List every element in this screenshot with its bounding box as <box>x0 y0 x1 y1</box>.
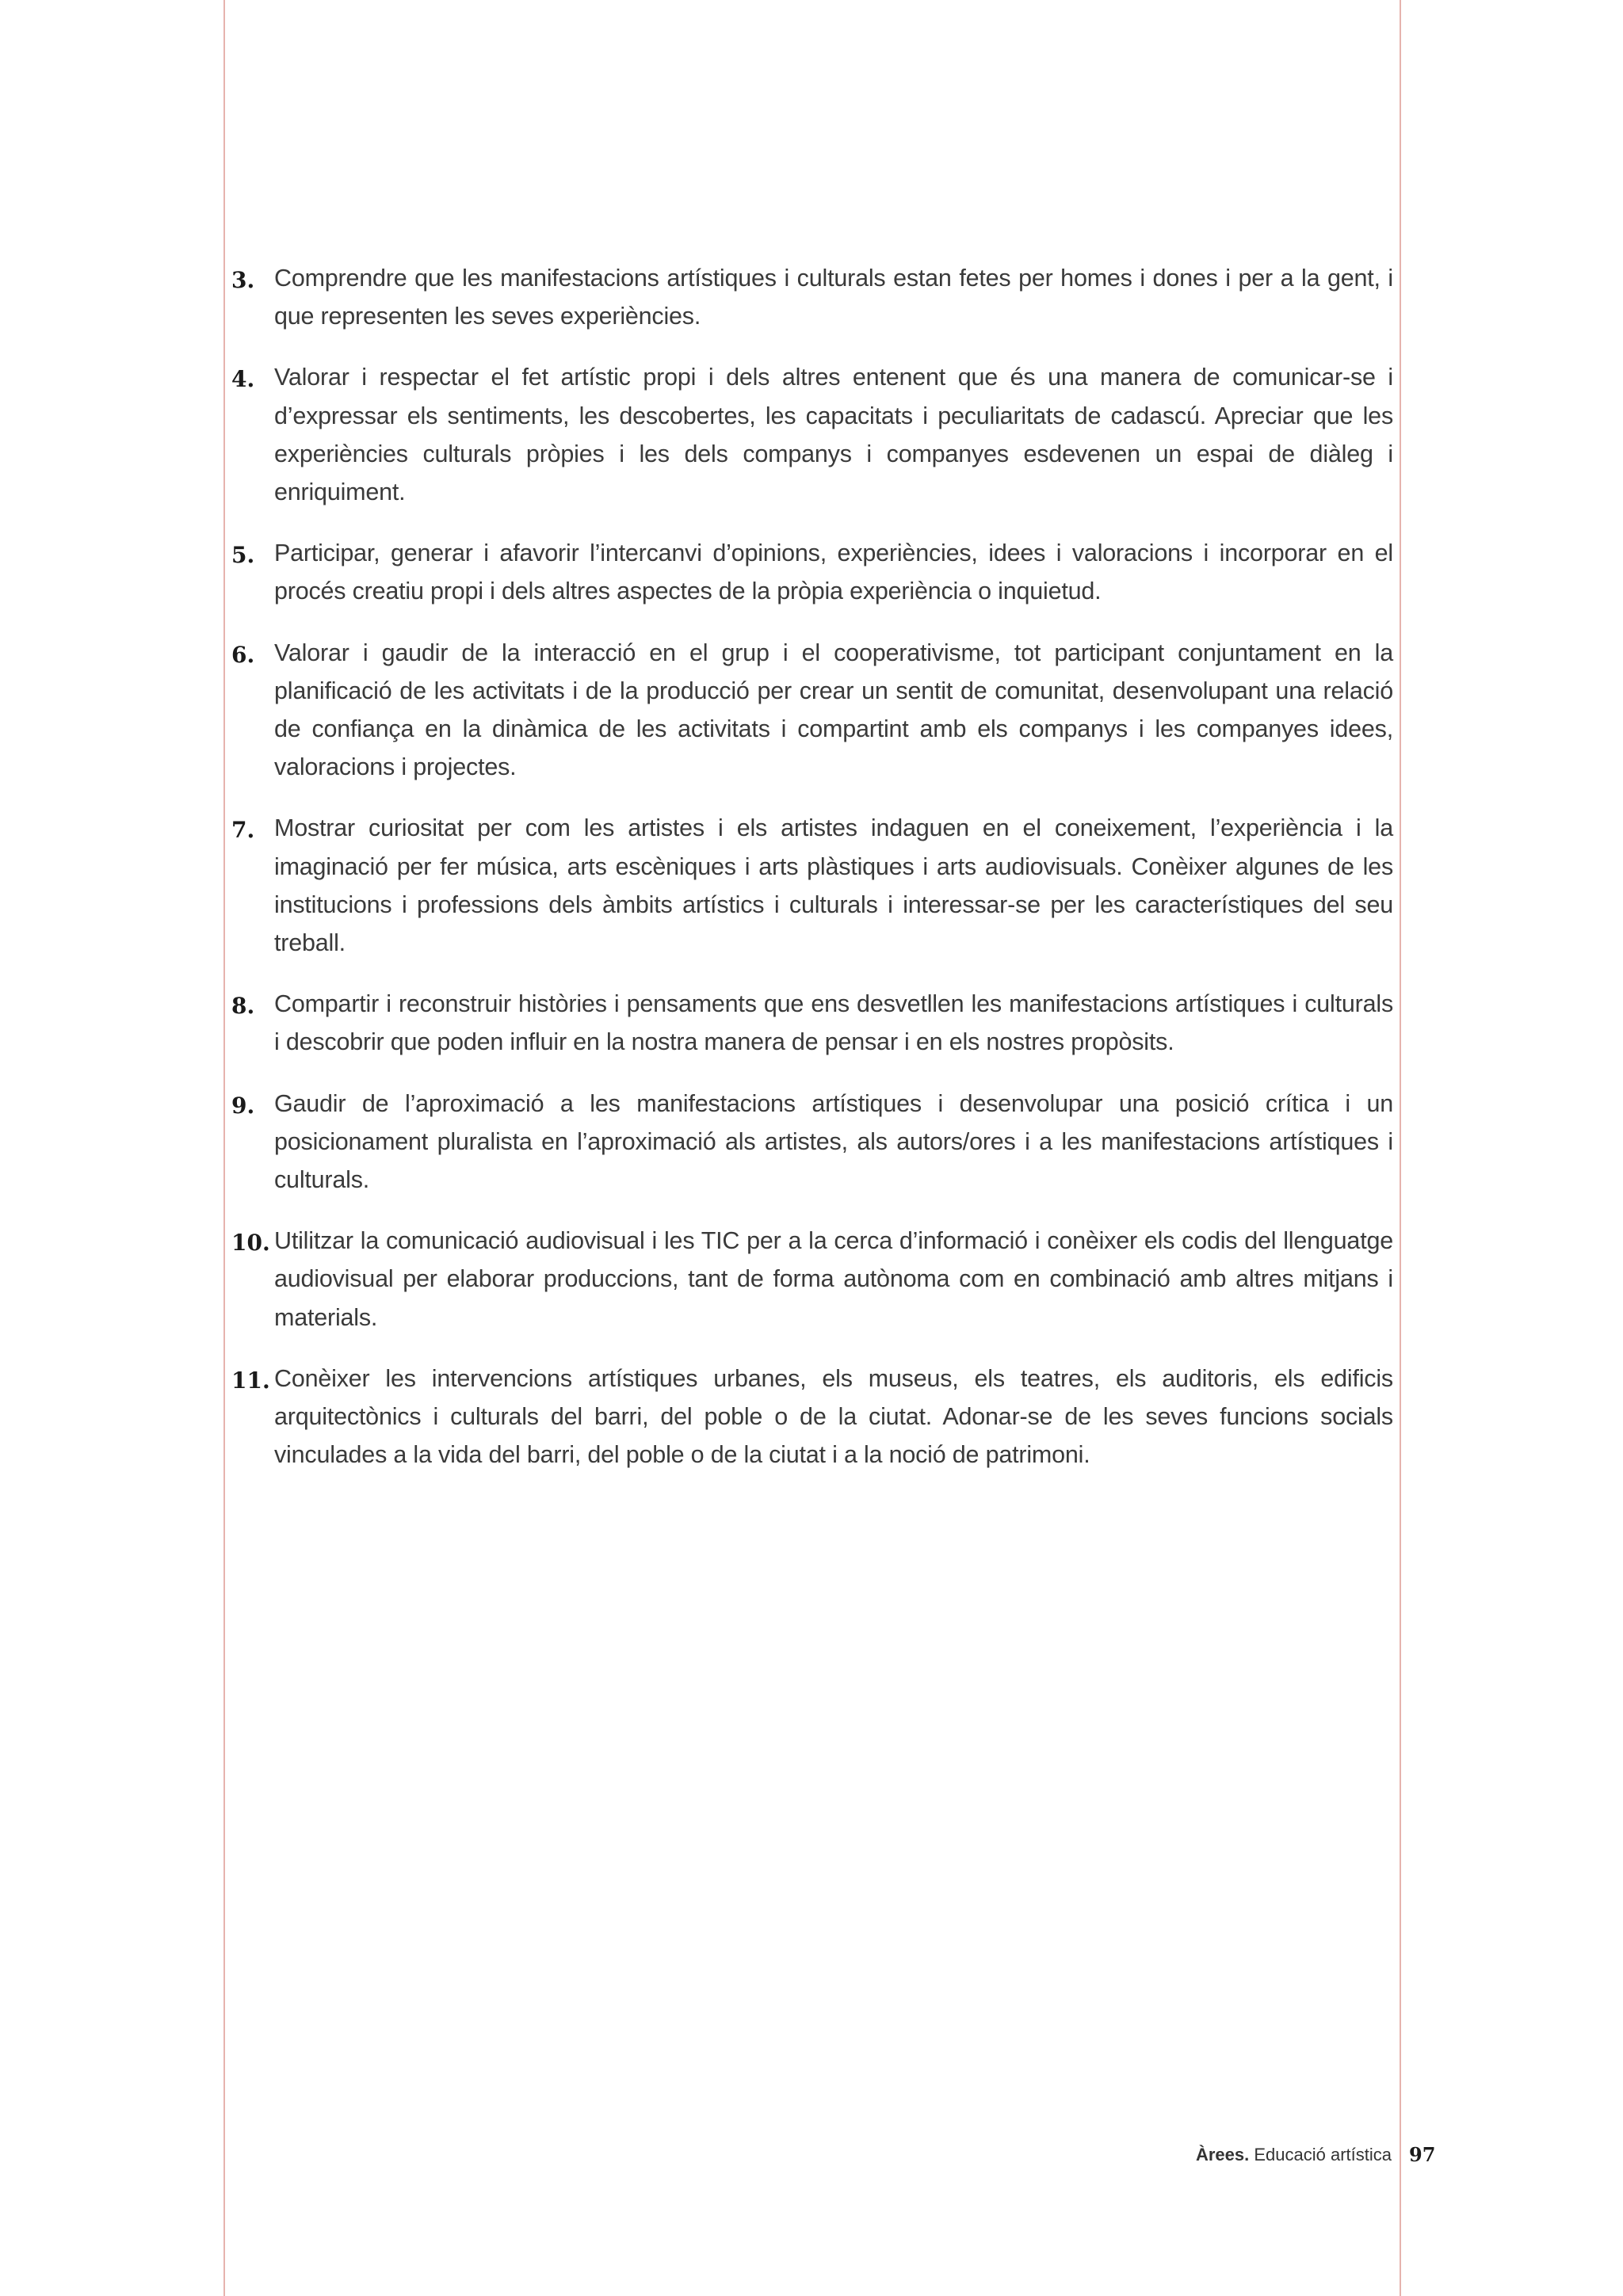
objective-item <box>231 634 1393 787</box>
objective-number: 8. <box>231 993 255 1020</box>
objective-number: 5. <box>231 542 255 569</box>
objective-item <box>231 1085 1393 1199</box>
objective-number: 3. <box>231 267 255 293</box>
objective-text: Utilitzar la comunicació audiovisual i les TIC per a la cerca d’informació i conèixer els codis del llenguatge audiovisual per elaborar produccions, tant de forma autònoma com en combinació amb altres mitjans i materials. <box>274 1227 1393 1331</box>
objective-text: Conèixer les intervencions artístiques urbanes, els museus, els teatres, els auditoris, els edificis arquitectònics i culturals del barri, del poble o de la ciutat. Adonar-se de les seves funcions socials vinculades a la vida del barri, del poble o de la ciutat i a la noció de patrimoni. <box>274 1364 1393 1469</box>
objective-text: Valorar i gaudir de la interacció en el grup i el cooperativisme, tot participant conjuntament en la planificació de les activitats i de la producció per crear un sentit de comunitat, desenvolupant una relació de confiança en la dinàmica de les activitats i compartint amb els companys i les companyes idees, valoracions i projectes. <box>274 639 1393 781</box>
objectives-list <box>231 259 1393 1497</box>
objective-text: Valorar i respectar el fet artístic propi i dels altres entenent que és una manera de comunicar-se i d’expressar els sentiments, les descobertes, les capacitats i peculiaritats de cadascú. Apreciar que les experiències culturals pròpies i les dels companys i companyes esdevenen un espai de diàleg i enriquiment. <box>274 364 1393 506</box>
objective-number: 7. <box>231 817 255 844</box>
objective-number: 4. <box>231 366 255 393</box>
objective-text: Compartir i reconstruir històries i pensaments que ens desvetllen les manifestacions artístiques i culturals i descobrir que poden influir en la nostra manera de pensar i en els nostres propòsits. <box>274 990 1393 1056</box>
page-number: 97 <box>1409 2143 1436 2166</box>
objective-text: Mostrar curiositat per com les artistes i els artistes indaguen en el coneixement, l’experiència i la imaginació per fer música, arts escèniques i arts plàstiques i arts audiovisuals. Conèixer algunes de les institucions i professions dels àmbits artístics i culturals i interessar-se per les característiques del seu treball. <box>274 814 1393 957</box>
objective-text: Participar, generar i afavorir l’intercanvi d’opinions, experiències, idees i valoracions i incorporar en el procés creatiu propi i dels altres aspectes de la pròpia experiència o inquietud. <box>274 540 1393 605</box>
footer-subject-label: Educació artística <box>1254 2145 1392 2164</box>
running-footer <box>951 2142 1392 2168</box>
objective-text: Gaudir de l’aproximació a les manifestacions artístiques i desenvolupar una posició crítica i un posicionament pluralista en l’aproximació als artistes, als autors/ores i a les manifestacions artístiques i culturals. <box>274 1089 1393 1194</box>
objective-item <box>231 358 1393 511</box>
objective-item <box>231 985 1393 1061</box>
right-margin-rule <box>1400 0 1401 2296</box>
objective-text: Comprendre que les manifestacions artístiques i culturals estan fetes per homes i dones i per a la gent, i que representen les seves experiències. <box>274 265 1393 330</box>
footer-section-label: Àrees. <box>1195 2145 1250 2164</box>
objective-number: 10. <box>231 1230 270 1257</box>
objective-item <box>231 1222 1393 1337</box>
objective-item <box>231 1360 1393 1474</box>
objective-number: 6. <box>231 641 255 668</box>
objective-item <box>231 809 1393 962</box>
left-margin-rule <box>223 0 225 2296</box>
objective-number: 9. <box>231 1092 255 1119</box>
objective-item <box>231 259 1393 335</box>
objective-item <box>231 534 1393 610</box>
objective-number: 11. <box>231 1367 270 1394</box>
